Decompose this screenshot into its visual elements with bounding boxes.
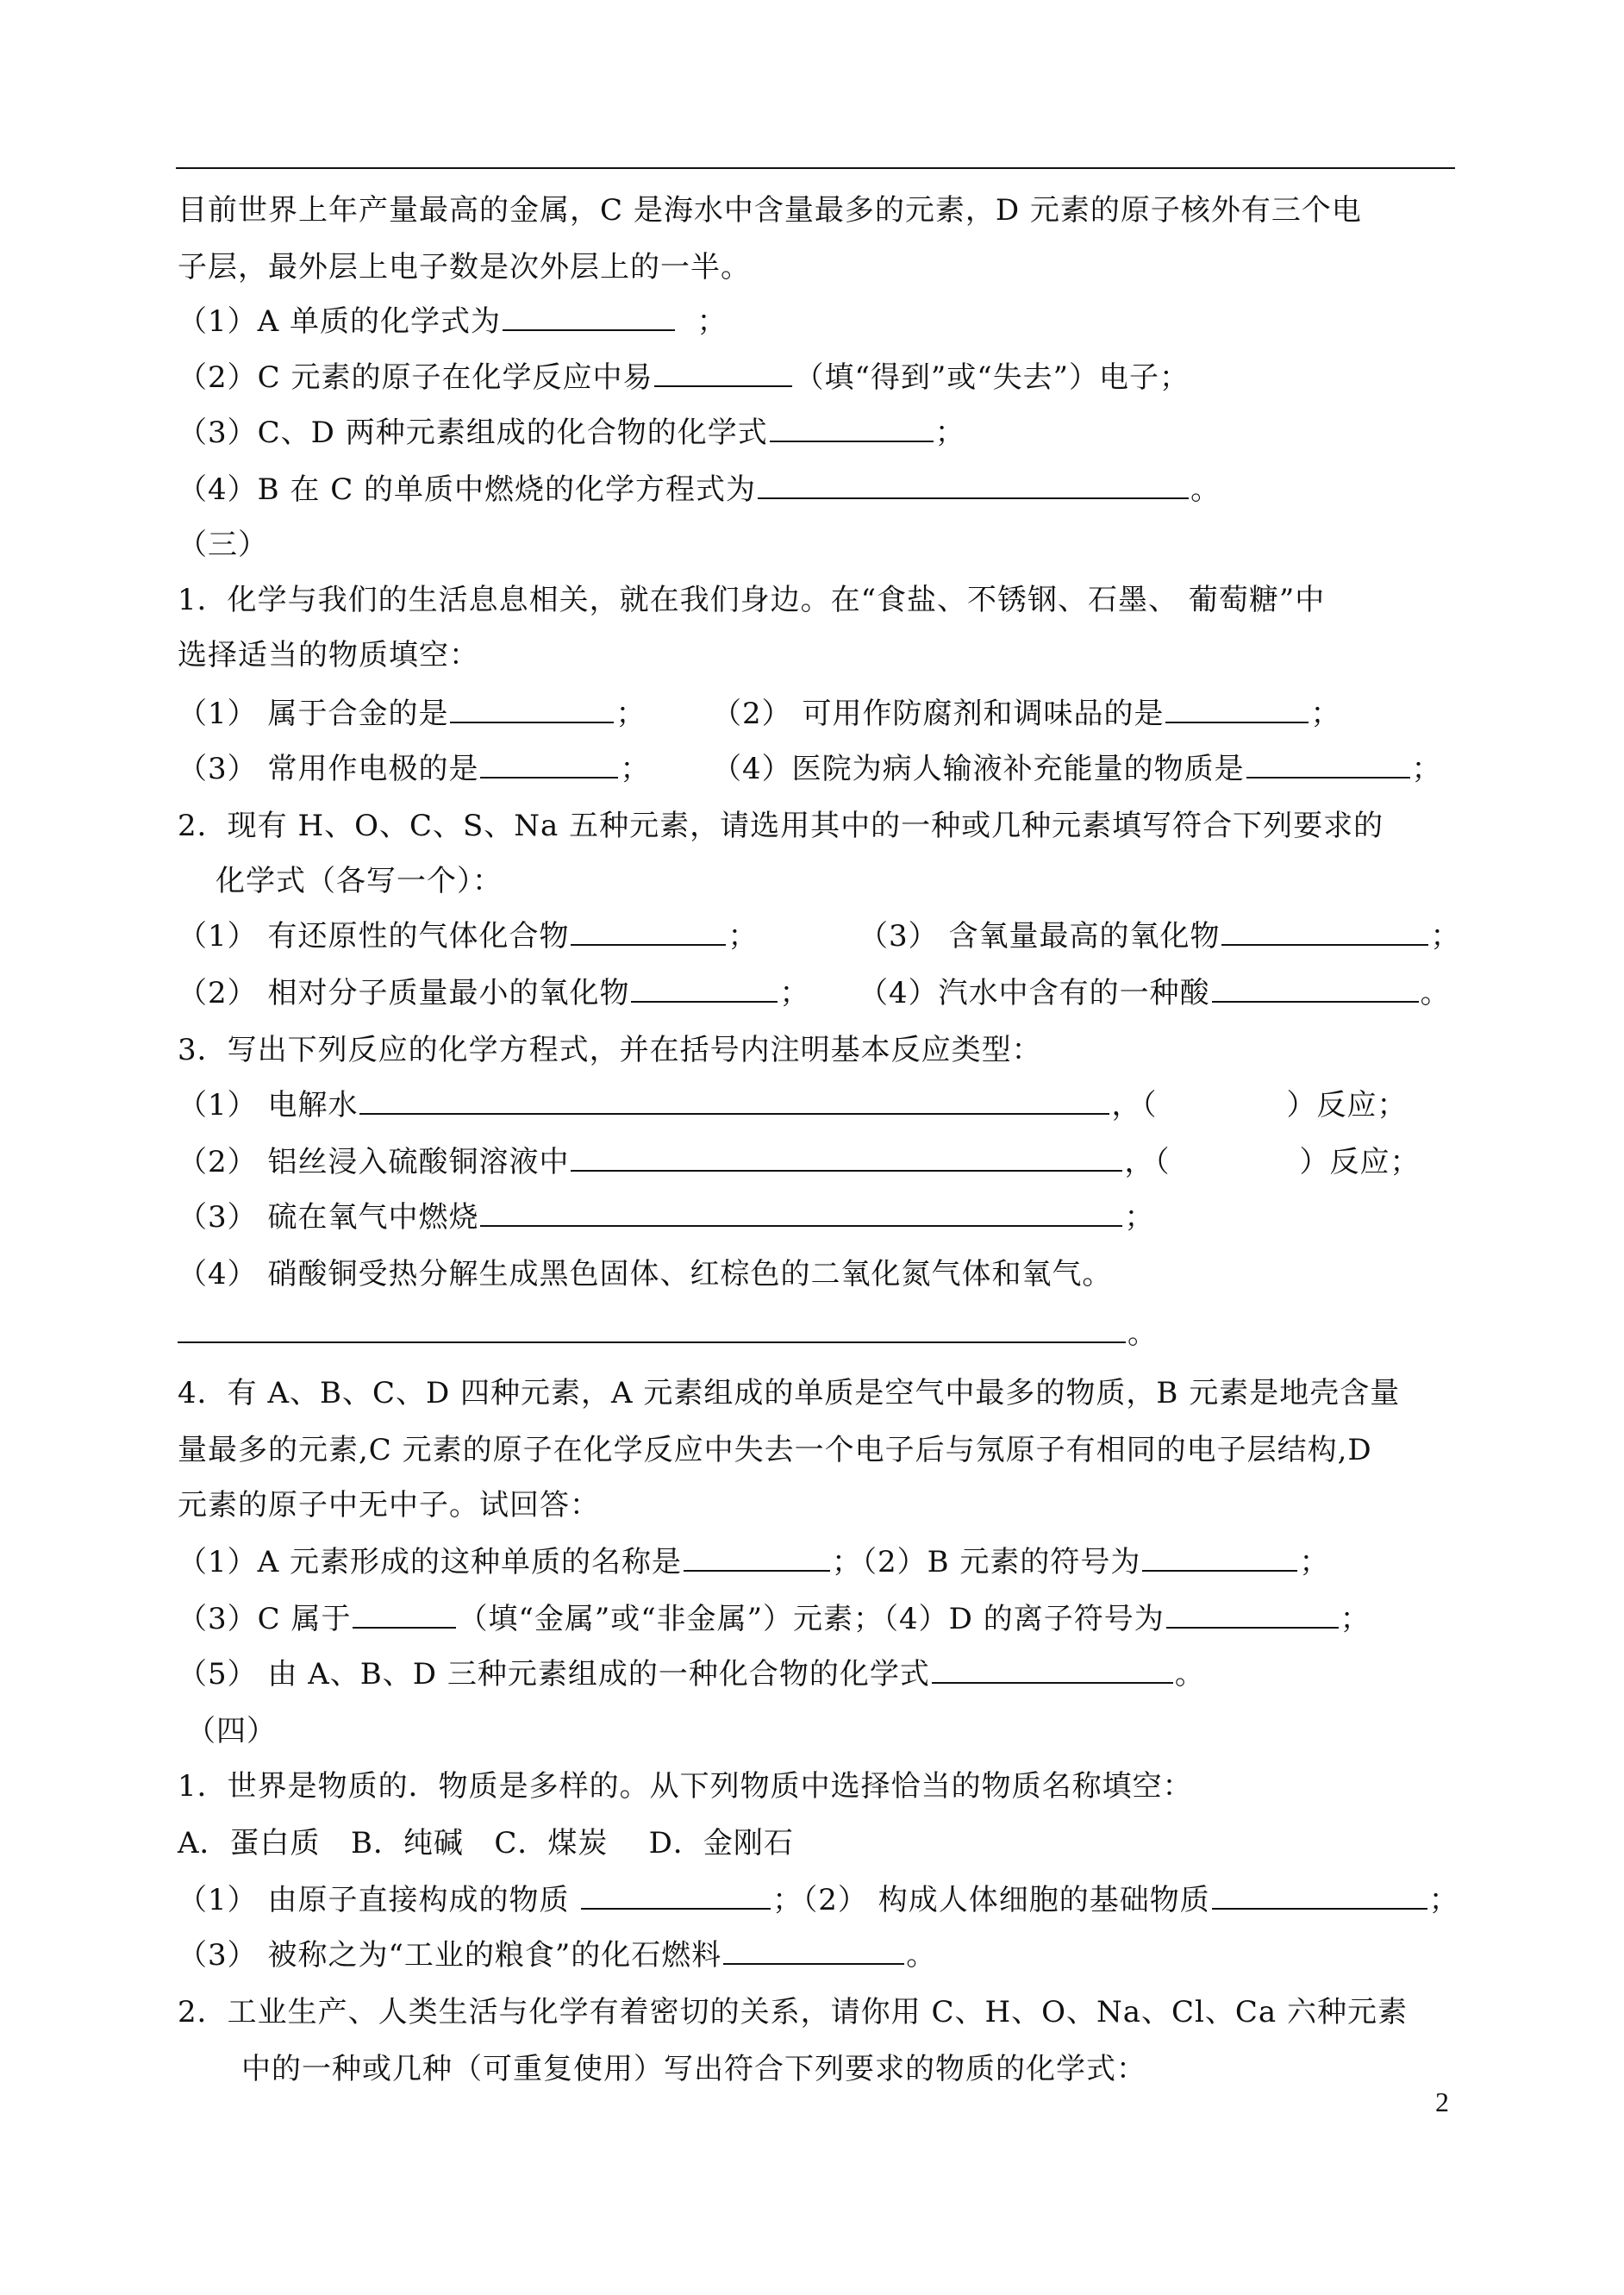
s3-p4-line-2: 量最多的元素,C 元素的原子在化学反应中失去一个电子后与氖原子有相同的电子层结构,D xyxy=(178,1433,1372,1467)
intro-line-1: 目前世界上年产量最高的金属，C 是海水中含量最多的元素，D 元素的原子核外有三个电 xyxy=(178,193,1362,228)
intro-question-3: （3）C、D 两种元素组成的化合物的化学式 ； xyxy=(178,416,965,450)
s4-p1-options: A．蛋白质 B．纯碱 C．煤炭 D．金刚石 xyxy=(178,1826,794,1860)
answer-blank[interactable] xyxy=(1165,696,1309,723)
s3-p3-row-4-answer: 。 xyxy=(178,1315,1488,1353)
answer-blank[interactable] xyxy=(1142,1544,1297,1572)
section-4-heading: （四） xyxy=(186,1714,277,1748)
answer-blank[interactable] xyxy=(450,696,614,723)
answer-blank[interactable] xyxy=(581,1882,771,1910)
s4-p1-row-2: （3） 被称之为“工业的粮食”的化石燃料 。 xyxy=(178,1938,937,1973)
s3-p2-line-1: 2．现有 H、O、C、S、Na 五种元素，请选用其中的一种或几种元素填写符合下列要求的 xyxy=(178,809,1384,843)
intro-question-1: （1）A 单质的化学式为 ； xyxy=(178,304,728,339)
s3-p3-row-1: （1） 电解水 ，（ ）反应； xyxy=(178,1088,1408,1122)
answer-blank[interactable] xyxy=(480,1199,1122,1227)
s3-p1-row-1: （1） 属于合金的是 ； （2） 可用作防腐剂和调味品的是 ； xyxy=(178,697,1341,731)
answer-blank[interactable] xyxy=(654,360,792,387)
s3-p4-row-3: （5） 由 A、B、D 三种元素组成的一种化合物的化学式 。 xyxy=(178,1657,1205,1692)
answer-blank[interactable] xyxy=(1246,751,1410,779)
s3-p2-line-2: 化学式（各写一个）： xyxy=(215,864,503,898)
answer-blank[interactable] xyxy=(631,975,778,1003)
answer-blank[interactable] xyxy=(684,1544,830,1572)
s4-p2-line-2: 中的一种或几种（可重复使用）写出符合下列要求的物质的化学式： xyxy=(241,2052,1146,2086)
answer-blank[interactable] xyxy=(1221,918,1428,946)
answer-blank[interactable] xyxy=(1212,1882,1427,1910)
s3-p4-row-2: （3）C 属于 （填“金属”或“非金属”）元素；（4）D 的离子符号为 ； xyxy=(178,1602,1371,1636)
s3-p2-row-1: （1） 有还原性的气体化合物 ； （3） 含氧量最高的氧化物 ； xyxy=(178,919,1461,954)
s3-p3-line-1: 3．写出下列反应的化学方程式，并在括号内注明基本反应类型： xyxy=(178,1033,1042,1067)
intro-question-4: （4）B 在 C 的单质中燃烧的化学方程式为 。 xyxy=(178,472,1221,507)
page-number: 2 xyxy=(1435,2086,1449,2117)
s3-p1-line-1: 1．化学与我们的生活息息相关，就在我们身边。在“食盐、不锈钢、石墨、 葡萄糖”中 xyxy=(178,583,1326,617)
s4-p1-row-1: （1） 由原子直接构成的物质 ；（2） 构成人体细胞的基础物质 ； xyxy=(178,1883,1459,1917)
s3-p4-line-3: 元素的原子中无中子。试回答： xyxy=(178,1488,600,1523)
answer-blank[interactable] xyxy=(758,472,1189,499)
answer-blank[interactable] xyxy=(178,1316,1126,1343)
answer-blank[interactable] xyxy=(723,1937,904,1965)
s4-p1-line-1: 1．世界是物质的．物质是多样的。从下列物质中选择恰当的物质名称填空： xyxy=(178,1769,1193,1804)
section-3-heading: （三） xyxy=(178,528,268,562)
s3-p1-row-2: （3） 常用作电极的是 ； （4）医院为病人输液补充能量的物质是 ； xyxy=(178,752,1442,786)
header-rule xyxy=(176,167,1455,169)
s3-p3-row-4: （4） 硝酸铜受热分解生成黑色固体、红棕色的二氧化氮气体和氧气。 xyxy=(178,1257,1113,1291)
s3-p2-row-2: （2） 相对分子质量最小的氧化物 ； （4）汽水中含有的一种酸 。 xyxy=(178,976,1451,1010)
s3-p1-line-2: 选择适当的物质填空： xyxy=(178,638,479,672)
s3-p4-line-1: 4．有 A、B、C、D 四种元素，A 元素组成的单质是空气中最多的物质，B 元素是地壳含量 xyxy=(178,1376,1401,1410)
answer-blank[interactable] xyxy=(1212,975,1419,1003)
answer-blank[interactable] xyxy=(932,1656,1173,1684)
s3-p4-row-1: （1）A 元素形成的这种单质的名称是 ；（2）B 元素的符号为 ； xyxy=(178,1545,1330,1579)
answer-blank[interactable] xyxy=(571,918,726,946)
answer-blank[interactable] xyxy=(359,1087,1109,1115)
answer-blank[interactable] xyxy=(571,1144,1122,1172)
s4-p2-line-1: 2．工业生产、人类生活与化学有着密切的关系，请你用 C、H、O、Na、Cl、Ca 六种元素 xyxy=(178,1995,1408,2029)
answer-blank[interactable] xyxy=(770,415,934,442)
answer-blank[interactable] xyxy=(1166,1601,1339,1629)
answer-blank[interactable] xyxy=(353,1601,456,1629)
intro-question-2: （2）C 元素的原子在化学反应中易 （填“得到”或“失去”）电子； xyxy=(178,360,1190,395)
answer-blank[interactable] xyxy=(503,303,675,331)
s3-p3-row-2: （2） 铝丝浸入硫酸铜溶液中 ，（ ）反应； xyxy=(178,1145,1421,1179)
s3-p3-row-3: （3） 硫在氧气中燃烧 ； xyxy=(178,1200,1155,1235)
intro-line-2: 子层，最外层上电子数是次外层上的一半。 xyxy=(178,250,751,285)
answer-blank[interactable] xyxy=(480,751,618,779)
